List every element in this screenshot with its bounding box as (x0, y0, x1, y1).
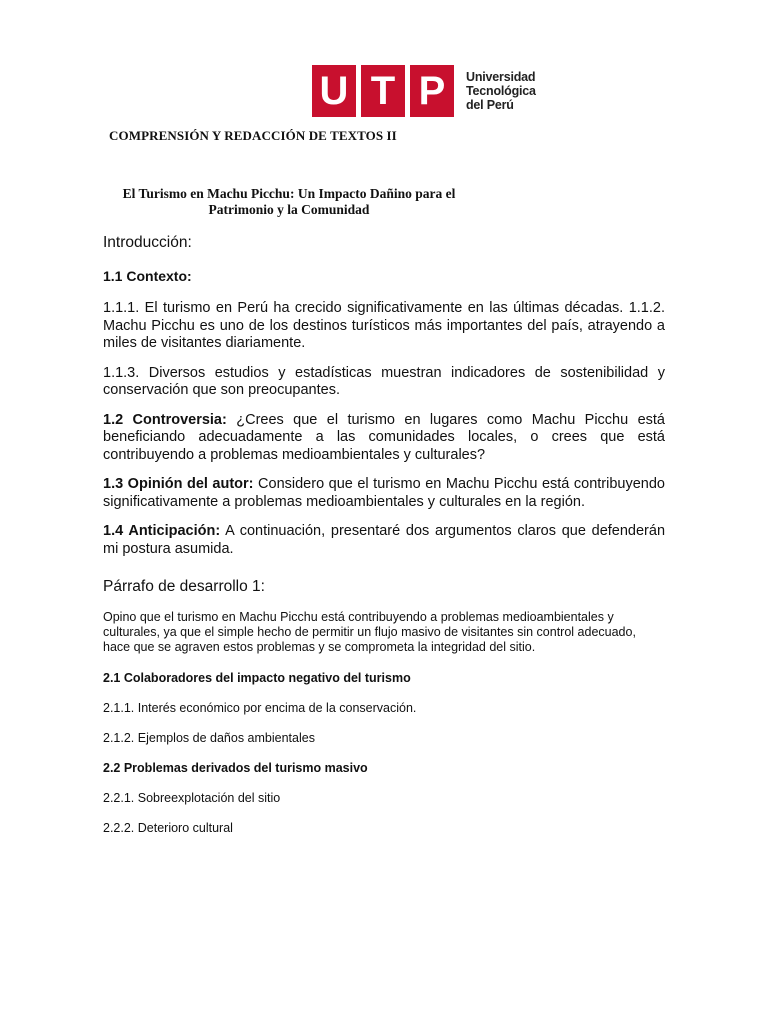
context-paragraph-1: 1.1.1. El turismo en Perú ha crecido significativamente en las últimas décadas. 1.1.2. Machu Picchu es uno de los destinos turísticos más importantes del país, atrayendo a miles de visitantes diariamente. (103, 300, 665, 351)
subsection-2-2-heading: 2.2 Problemas derivados del turismo masivo (103, 761, 368, 775)
document-title (109, 186, 469, 218)
opinion-paragraph (103, 476, 665, 511)
subsection-2-1-heading: 2.1 Colaboradores del impacto negativo del turismo (103, 671, 411, 685)
opinion-label: 1.3 Opinión del autor: (103, 476, 254, 492)
course-title: COMPRENSIÓN Y REDACCIÓN DE TEXTOS II (109, 128, 397, 143)
document-title-line-2: Patrimonio y la Comunidad (208, 202, 370, 217)
list-item-2-1-2: 2.1.2. Ejemplos de daños ambientales (103, 731, 315, 745)
controversy-text: ¿Crees que el turismo en lugares como Machu Picchu está beneficiando adecuadamente a las comunidades locales, o crees que está contribuyendo a problemas medioambientales y culturales? (103, 411, 665, 463)
controversy-paragraph (103, 412, 665, 465)
logo-institution-name (466, 70, 536, 112)
logo-line-3: del Perú (466, 98, 514, 112)
logo-line-2: Tecnológica (466, 84, 536, 98)
logo-line-1: Universidad (466, 70, 536, 84)
logo-letter-u: U (312, 65, 356, 117)
list-item-2-1-1: 2.1.1. Interés económico por encima de la conservación. (103, 701, 417, 715)
opinion-text: Considero que el turismo en Machu Picchu está contribuyendo significativamente a problemas medioambientales y culturales en la región. (103, 476, 665, 510)
anticipation-paragraph (103, 523, 665, 558)
list-item-2-2-2: 2.2.2. Deterioro cultural (103, 821, 233, 835)
anticipation-text: A continuación, presentaré dos argumentos claros que defenderán mi postura asumida. (103, 523, 666, 557)
logo-letter-p: P (410, 65, 454, 117)
controversy-label: 1.2 Controversia: (103, 411, 227, 428)
anticipation-label: 1.4 Anticipación: (103, 523, 221, 539)
context-heading: 1.1 Contexto: (103, 268, 192, 284)
development-heading: Párrafo de desarrollo 1: (103, 578, 265, 595)
list-item-2-2-1: 2.2.1. Sobreexplotación del sitio (103, 791, 281, 805)
logo-letters (312, 65, 454, 117)
context-paragraph-2: 1.1.3. Diversos estudios y estadísticas muestran indicadores de sostenibilidad y conservación que son preocupantes. (103, 364, 665, 398)
logo-letter-t: T (361, 65, 405, 117)
document-body (103, 234, 665, 851)
intro-heading: Introducción: (103, 234, 192, 251)
utp-logo (312, 65, 536, 117)
document-title-line-1: El Turismo en Machu Picchu: Un Impacto Dañino para el (122, 186, 456, 201)
development-paragraph: Opino que el turismo en Machu Picchu está contribuyendo a problemas medioambientales y culturales, ya que el simple hecho de permitir un flujo masivo de visitantes sin control adecuado, hace que se agraven estos problemas y se comprometa la integridad del sitio. (103, 610, 636, 654)
